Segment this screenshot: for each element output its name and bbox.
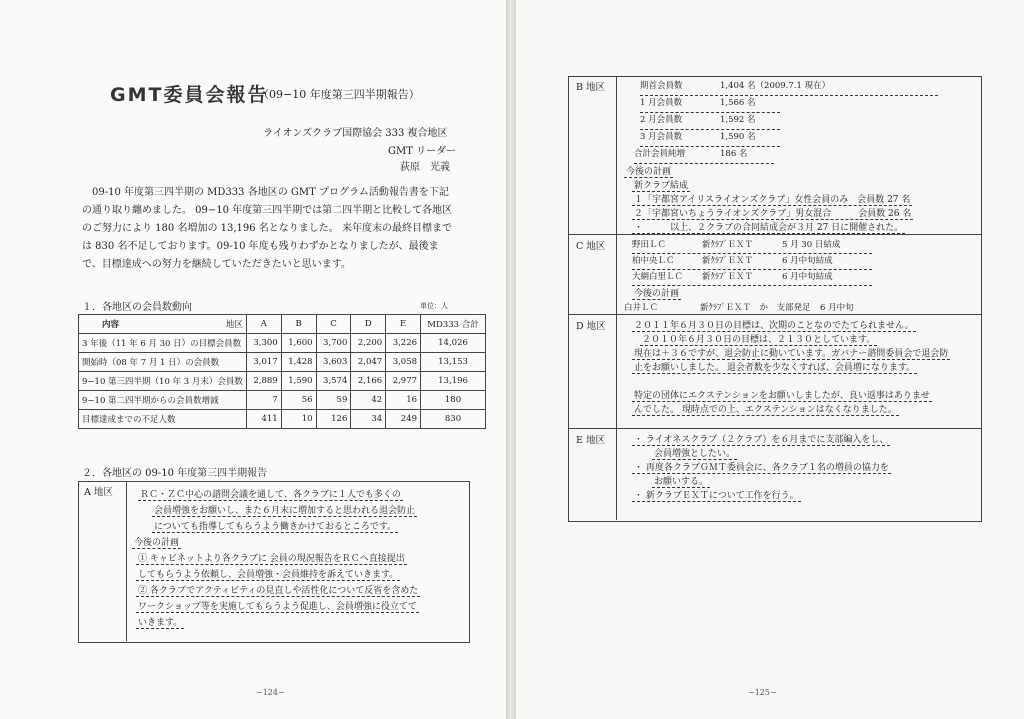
table-cell: 2,889	[246, 372, 281, 391]
c-row-type: 新ｸﾗﾌﾞＥＸＴ	[702, 272, 754, 282]
d-line-text: ２０１０年６月３０日の目標は、２１３０としています。	[642, 335, 876, 345]
b-row-label: 合計会員純増	[634, 149, 686, 159]
a-line-text: してもらうよう依頼し、会員増強・会員維持を訴えていきます。	[138, 570, 399, 580]
a-line-text: ② 各クラブでアクティビティの見直しや活性化について反省を含めた	[138, 586, 419, 596]
b-row-value: 1,590 名	[720, 132, 756, 142]
b-line	[632, 206, 938, 220]
book-gutter	[506, 0, 516, 719]
table-cell: 2,200	[351, 334, 386, 353]
e-line-text: お願いする。	[654, 477, 709, 487]
b-row	[634, 147, 774, 164]
d-line-text: ２０１１年６月３０日の目標は、次期のことなのでたてられません。	[634, 321, 914, 331]
a-plan-heading: 今後の計画	[134, 538, 180, 548]
table-cell: 1,590	[281, 372, 316, 391]
c-row	[632, 254, 872, 270]
b-row	[640, 96, 780, 113]
district-c-content	[624, 238, 872, 316]
b-new-club: 新クラブ結成	[634, 181, 689, 191]
table-cell: 1,600	[281, 334, 316, 353]
table-cell: 3,017	[246, 353, 281, 372]
d-line-text: 止をお願いしました。 退会者数を少なくすれば、会員増になります。	[634, 363, 916, 373]
unit-label: 単位：人	[420, 302, 448, 310]
e-line	[632, 460, 891, 474]
c-plan-heading: 今後の計画	[634, 289, 680, 299]
section1-heading: １．各地区の会員数動向	[82, 302, 192, 313]
e-line-text: 会員増強としたい。	[654, 449, 736, 459]
label-column-divider	[616, 76, 617, 520]
left-page	[0, 0, 506, 719]
c-plan-type: 新ｸﾗﾌﾞＥＸＴ か 支部発足	[700, 303, 811, 313]
table-cell: 42	[351, 391, 386, 410]
membership-table	[78, 314, 486, 429]
c-row	[632, 270, 872, 286]
table-cell: 180	[421, 391, 486, 410]
d-spacer	[624, 374, 950, 388]
c-plan-club: 白井ＬＣ	[624, 303, 659, 313]
a-line	[152, 498, 420, 514]
table-cell: 3,700	[316, 334, 351, 353]
table-cell: 411	[246, 410, 281, 429]
table-cell: 9−10 第二四半期からの会員数増減	[79, 391, 247, 410]
district-e-label: E 地区	[576, 435, 605, 446]
b-line	[632, 192, 938, 206]
table-cell: 7	[246, 391, 281, 410]
right-page	[516, 0, 1024, 719]
b-row	[640, 79, 938, 96]
table-cell: 3,058	[386, 353, 421, 372]
page-number-left: −124−	[256, 688, 285, 697]
d-line-text: んでした。 現時点での上、エクステンションはなくなりました。	[634, 405, 897, 415]
d-line	[632, 360, 950, 374]
d-line	[640, 332, 950, 346]
header-content: 内容	[102, 320, 120, 330]
district-a-divider	[126, 481, 127, 641]
c-plan-line	[624, 301, 872, 316]
district-d-label: D 地区	[576, 321, 606, 332]
b-line-text: ２「宇都宮いちょうライオンズクラブ」男女混合 会員数 26 名	[634, 209, 912, 219]
table-header-row	[79, 315, 486, 334]
table-header-cell: A	[246, 315, 281, 334]
section2-heading: ２．各地区の 09-10 年度第三四半期報告	[82, 468, 268, 479]
table-cell: 34	[351, 410, 386, 429]
b-line-text: １「宇都宮アイリスライオンズクラブ」女性会員のみ 会員数 27 名	[634, 195, 911, 205]
table-header-cell	[79, 315, 247, 334]
e-line-text: ・ ライオネスクラブ（２クラブ）を６月までに支部編入をし、	[634, 435, 889, 445]
b-row	[640, 113, 780, 130]
table-cell: 249	[386, 410, 421, 429]
c-row-date: 6 月中旬結成	[782, 272, 833, 282]
c-row-date: 6 月中旬結成	[782, 256, 833, 266]
table-cell: 3,574	[316, 372, 351, 391]
table-cell: 126	[316, 410, 351, 429]
e-line	[652, 446, 891, 460]
b-plan-heading: 今後の計画	[626, 167, 672, 177]
table-cell: 開始時（08 年 7 月 1 日）の会員数	[79, 353, 247, 372]
table-row	[79, 372, 486, 391]
b-row-label: 2 月会員数	[640, 115, 683, 125]
table-cell: 16	[386, 391, 421, 410]
a-line-text: 会員増強をお願いし、また６月末に増加すると思われる退会防止	[154, 506, 416, 516]
d-line-text: 特定の団体にエクステンションをお願いしましたが、良い返事はありませ	[634, 391, 930, 401]
table-cell: 2,166	[351, 372, 386, 391]
header-district: 地区	[225, 320, 243, 330]
c-row-type: 新ｸﾗﾌﾞＥＸＴ	[702, 240, 754, 250]
e-line	[632, 488, 891, 502]
table-row	[79, 334, 486, 353]
table-cell: 3 年後（11 年 6 月 30 日）の目標会員数	[79, 334, 247, 353]
d-line	[632, 346, 950, 360]
c-row	[632, 238, 872, 254]
table-cell: 59	[316, 391, 351, 410]
c-plan-row	[632, 286, 872, 301]
table-cell: 13,196	[421, 372, 486, 391]
table-header-cell: E	[386, 315, 421, 334]
row-divider-de	[568, 428, 981, 429]
table-header-cell: C	[316, 315, 351, 334]
district-a-label: A 地区	[84, 487, 113, 498]
b-row-label: 3 月会員数	[640, 132, 683, 142]
e-line	[632, 432, 891, 446]
table-cell: 2,047	[351, 353, 386, 372]
b-line	[632, 220, 938, 234]
table-row	[79, 391, 486, 410]
c-row-date: 5 月 30 日結成	[782, 240, 841, 250]
b-row-value: 186 名	[720, 149, 748, 159]
page-number-right: −125−	[748, 688, 777, 697]
table-cell: 3,603	[316, 353, 351, 372]
a-line	[136, 578, 420, 594]
b-newclub-row	[632, 178, 938, 192]
district-e-content	[624, 432, 891, 502]
a-line-text: についても指導してもらうよう働きかけておるところです。	[154, 522, 397, 532]
table-cell: 目標達成までの不足人数	[79, 410, 247, 429]
district-d-content	[624, 318, 950, 416]
c-row-type: 新ｸﾗﾌﾞＥＸＴ	[702, 256, 754, 266]
b-row-label: 1 月会員数	[640, 98, 683, 108]
b-row-value: 1,592 名	[720, 115, 756, 125]
a-line	[136, 546, 420, 562]
table-cell: 14,026	[421, 334, 486, 353]
e-line-text: ・ 再度各クラブＧＭＴ委員会に、各クラブ１名の増員の協力を	[634, 463, 889, 473]
district-b-label: B 地区	[576, 82, 606, 93]
table-cell: 56	[281, 391, 316, 410]
table-header-cell: MD333 合計	[421, 315, 486, 334]
table-row	[79, 410, 486, 429]
a-line-text: ＲＣ・ＺＣ中心の諮問会議を通して、各クラブに１人でも多くの	[140, 490, 401, 500]
c-row-club: 大網白里ＬＣ	[632, 272, 684, 282]
c-row-club: 野田ＬＣ	[632, 240, 667, 250]
c-row-club: 柏中央ＬＣ	[632, 256, 675, 266]
author-name: 荻原 光義	[400, 162, 450, 173]
district-a-content	[132, 482, 420, 626]
d-line	[632, 318, 950, 332]
intro-paragraph: 09-10 年度第三四半期の MD333 各地区の GMT プログラム活動報告書を下記の通り取り纏めました。 09−10 年度第三四半期では第二四半期と比較して各地区のご努力により 180 名増加の 13,196 名となりました。 来年度末の最終目標までは 830 名不足しております。09-10 年度も残りわずかとなりましたが、最後まで、目標達成への努力を継続していただきたいと思います。	[82, 187, 453, 270]
b-row-value: 1,566 名	[720, 98, 756, 108]
a-line	[136, 594, 420, 610]
report-title: GMT委員会報告	[110, 84, 269, 106]
row-divider-bc	[568, 234, 981, 235]
district-b-content	[624, 79, 938, 234]
b-row	[640, 130, 780, 147]
table-header-cell: D	[351, 315, 386, 334]
report-subtitle: （09−10 年度第三四半期報告）	[258, 88, 420, 101]
c-plan-date: 6 月中旬	[820, 303, 854, 313]
e-line	[652, 474, 891, 488]
table-header-cell: B	[281, 315, 316, 334]
table-cell: 10	[281, 410, 316, 429]
table-row	[79, 353, 486, 372]
table-cell: 2,977	[386, 372, 421, 391]
e-line-text: ・ 新クラブＥＸＴについて工作を行う。	[634, 491, 799, 501]
table-cell: 3,300	[246, 334, 281, 353]
a-line-text: いきます。	[138, 618, 183, 628]
b-line-text: ・ 以上、２クラブの合同結成会が３月 27 日に開催された。	[634, 223, 904, 233]
table-cell: 13,153	[421, 353, 486, 372]
author-role: GMT リーダー	[388, 146, 457, 157]
a-line	[136, 562, 420, 578]
table-cell: 3,226	[386, 334, 421, 353]
b-row-value: 1,404 名（2009.7.1 現在）	[720, 81, 831, 91]
d-line-text: 現在は＋３６ですが、退会防止に動いています。ガバナー諮問委員会で退会防	[634, 349, 949, 359]
b-plan-row	[624, 164, 938, 178]
d-line	[632, 402, 950, 416]
table-cell: 1,428	[281, 353, 316, 372]
org-name: ライオンズクラブ国際協会 333 複合地区	[263, 128, 448, 139]
a-line	[152, 514, 420, 530]
table-cell: 830	[421, 410, 486, 429]
b-row-label: 期首会員数	[640, 81, 683, 91]
d-line	[632, 388, 950, 402]
a-line	[138, 482, 420, 498]
table-cell: 9−10 第三四半期（10 年 3 月末）会員数	[79, 372, 247, 391]
a-line-text: ワークショップ等を実施してもらうよう促進し、会員増強に役立てて	[138, 602, 417, 612]
a-line-text: ① キャビネットより各クラブに 会員の現況報告をＲＣへ直接提出	[138, 554, 405, 564]
district-c-label: C 地区	[576, 241, 606, 252]
